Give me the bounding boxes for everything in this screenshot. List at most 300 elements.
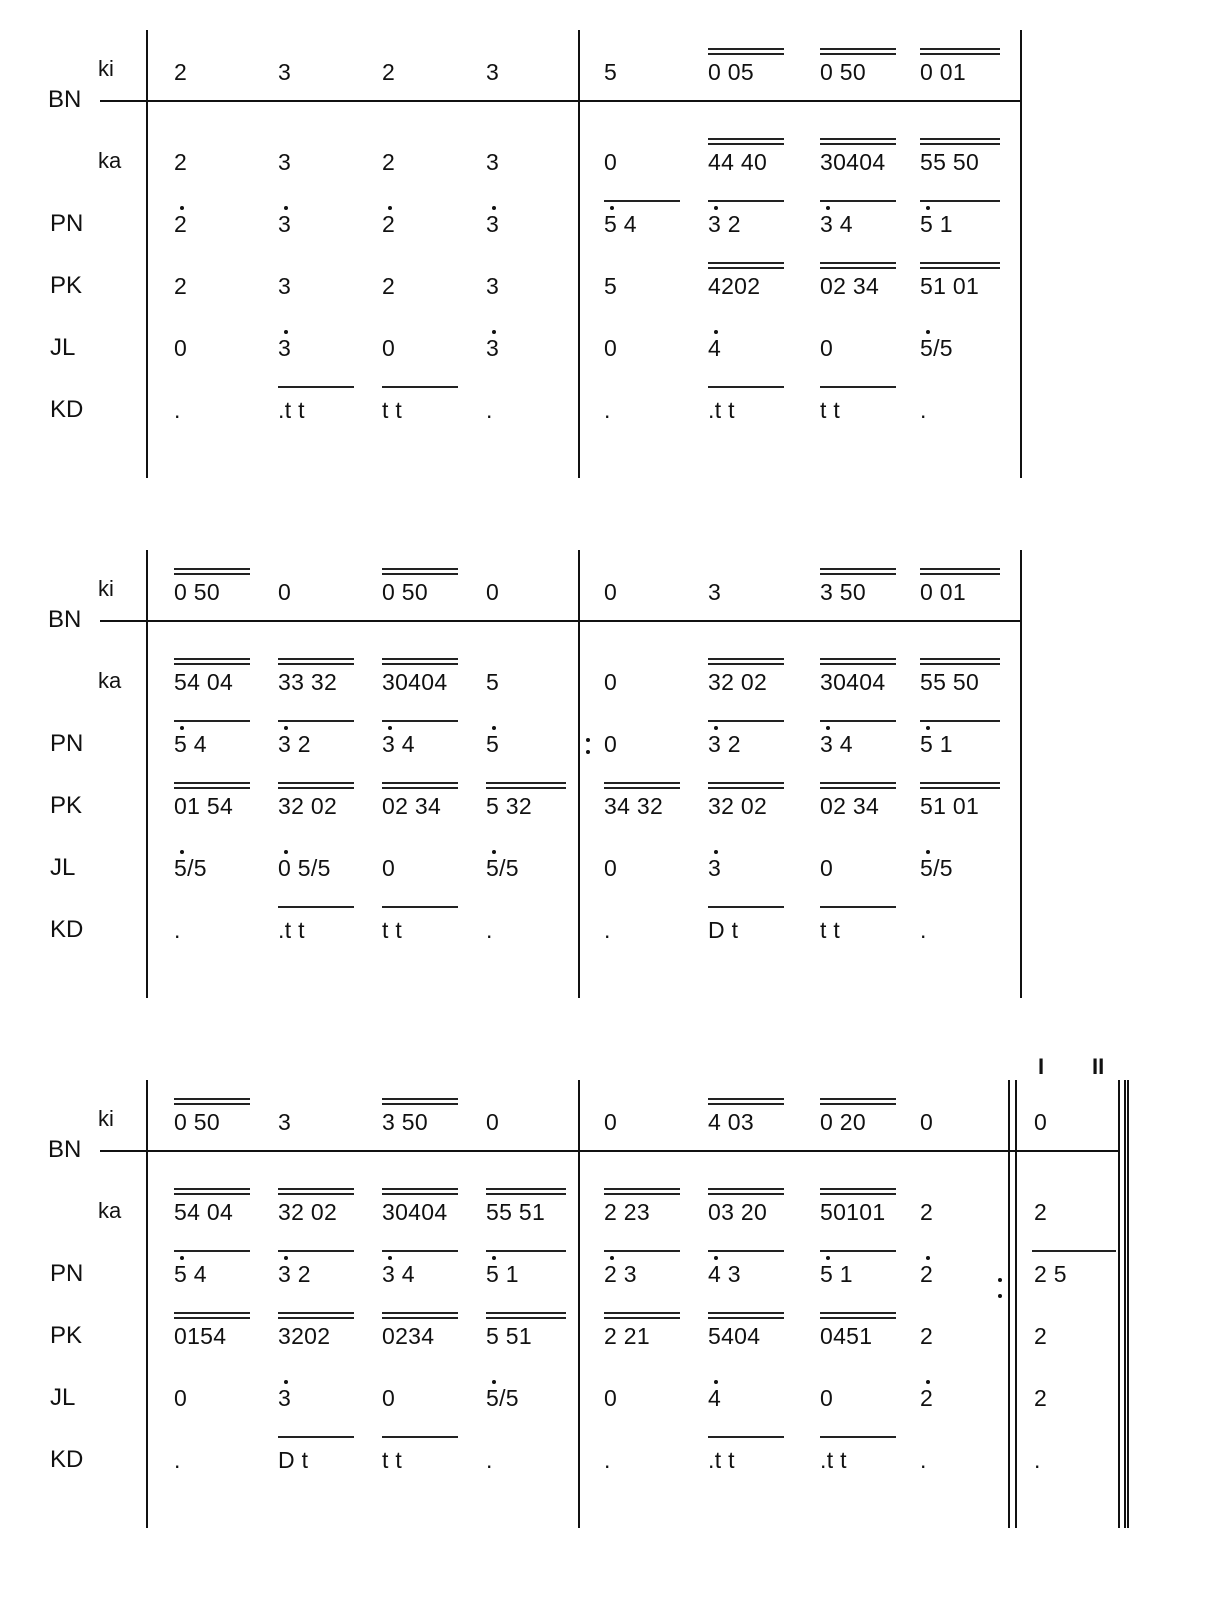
note-cell: . (174, 917, 181, 943)
beat-beam (820, 267, 896, 269)
note-cell: 3 4 (382, 1261, 415, 1287)
beat-beam (708, 138, 784, 140)
note-cell: .t t (708, 397, 735, 423)
beat-beam (820, 663, 896, 665)
beat-beam (174, 663, 250, 665)
beat-beam (920, 573, 1000, 575)
barline-start (146, 1080, 148, 1528)
beat-beam (820, 906, 896, 908)
beat-beam (820, 1188, 896, 1190)
beat-beam (920, 782, 1000, 784)
beat-beam (382, 1103, 458, 1105)
octave-dot (284, 726, 288, 730)
note-cell: 0 (278, 579, 292, 605)
ending-cell: 2 (1034, 1199, 1048, 1225)
beat-beam (278, 1188, 354, 1190)
beat-beam (820, 782, 896, 784)
note-cell: 30404 (382, 669, 448, 695)
beat-beam (920, 663, 1000, 665)
barline-start (146, 30, 148, 478)
row-label-pn: PN (50, 730, 84, 757)
note-cell: 0 20 (820, 1109, 866, 1135)
beat-beam (278, 658, 354, 660)
row-label-pn: PN (50, 210, 84, 237)
note-cell: 5 1 (486, 1261, 519, 1287)
beat-beam (708, 1193, 784, 1195)
octave-dot (714, 330, 718, 334)
beat-beam (174, 568, 250, 570)
note-cell: 5 4 (174, 731, 207, 757)
bn-divider (100, 100, 1020, 102)
note-cell: . (920, 397, 927, 423)
note-cell: 30404 (820, 669, 886, 695)
octave-dot (714, 1256, 718, 1260)
beat-beam (708, 720, 784, 722)
octave-dot (492, 206, 496, 210)
note-cell: .t t (278, 917, 305, 943)
beat-beam (820, 1317, 896, 1319)
row-label-pk: PK (50, 272, 83, 299)
octave-dot (492, 1256, 496, 1260)
note-cell: 01 54 (174, 793, 234, 819)
note-cell: 0 (604, 335, 618, 361)
beat-beam (174, 658, 250, 660)
note-cell: 5 1 (920, 731, 953, 757)
beat-beam (278, 1317, 354, 1319)
note-cell: 3 (486, 59, 500, 85)
note-cell: 2 (382, 149, 396, 175)
note-cell: .t t (708, 1447, 735, 1473)
beat-beam (486, 782, 566, 784)
note-cell: . (174, 1447, 181, 1473)
octave-dot (388, 1256, 392, 1260)
note-cell: 5 32 (486, 793, 532, 819)
note-cell: 2 23 (604, 1199, 650, 1225)
note-cell: . (920, 1447, 927, 1473)
bn-divider (100, 1150, 1120, 1152)
beat-beam (382, 663, 458, 665)
beat-beam (1032, 1250, 1116, 1252)
beat-beam (174, 1312, 250, 1314)
octave-dot (826, 726, 830, 730)
note-cell: 51 01 (920, 273, 980, 299)
beat-beam (278, 1250, 354, 1252)
beat-beam (920, 200, 1000, 202)
beat-beam (382, 1436, 458, 1438)
note-cell: 2 (920, 1323, 934, 1349)
row-label-bn: BN (48, 1136, 82, 1163)
octave-dot (610, 206, 614, 210)
beat-beam (708, 48, 784, 50)
octave-dot (926, 1256, 930, 1260)
barline-mid (578, 30, 580, 478)
beat-beam (920, 267, 1000, 269)
beat-beam (278, 787, 354, 789)
octave-dot (926, 206, 930, 210)
octave-dot (180, 726, 184, 730)
note-cell: 5/5 (174, 855, 207, 881)
note-cell: 32 02 (278, 793, 338, 819)
note-cell: t t (820, 917, 841, 943)
note-cell: 3 2 (278, 731, 311, 757)
beat-beam (820, 1312, 896, 1314)
beat-beam (820, 143, 896, 145)
beat-beam (604, 1250, 680, 1252)
note-cell: 5 (486, 669, 500, 695)
beat-beam (382, 386, 458, 388)
note-cell: 3 (278, 1385, 292, 1411)
note-cell: 55 50 (920, 149, 980, 175)
beat-beam (708, 200, 784, 202)
beat-beam (708, 1317, 784, 1319)
octave-dot (284, 1380, 288, 1384)
beat-beam (174, 1317, 250, 1319)
note-cell: 0 (604, 1385, 618, 1411)
note-cell: 0 (486, 579, 500, 605)
beat-beam (820, 262, 896, 264)
note-cell: 3 50 (382, 1109, 428, 1135)
note-cell: 3 (486, 335, 500, 361)
beat-beam (174, 573, 250, 575)
barline-start (146, 550, 148, 998)
beat-beam (604, 200, 680, 202)
note-cell: 3 50 (820, 579, 866, 605)
note-cell: 5/5 (920, 855, 953, 881)
beat-beam (382, 1250, 458, 1252)
bn-divider (100, 620, 1020, 622)
beat-beam (920, 720, 1000, 722)
beat-beam (708, 1188, 784, 1190)
beat-beam (174, 720, 250, 722)
ending-cell: 2 (1034, 1323, 1048, 1349)
note-cell: 0 5/5 (278, 855, 331, 881)
note-cell: 0 (604, 731, 618, 757)
octave-dot (180, 1256, 184, 1260)
beat-beam (278, 663, 354, 665)
row-label-ka: ka (98, 668, 122, 693)
note-cell: t t (382, 1447, 403, 1473)
volta-one: I (1038, 1054, 1045, 1079)
note-cell: . (604, 1447, 611, 1473)
beat-beam (382, 573, 458, 575)
beat-beam (708, 53, 784, 55)
octave-dot (926, 850, 930, 854)
note-cell: 2 (920, 1199, 934, 1225)
beat-beam (820, 1103, 896, 1105)
beat-beam (174, 782, 250, 784)
beat-beam (278, 906, 354, 908)
beat-beam (486, 1312, 566, 1314)
octave-dot (926, 726, 930, 730)
note-cell: 5/5 (486, 1385, 519, 1411)
beat-beam (382, 906, 458, 908)
beat-beam (382, 658, 458, 660)
note-cell: 54 04 (174, 669, 234, 695)
row-label-ka: ka (98, 1198, 122, 1223)
note-cell: 2 (174, 211, 188, 237)
beat-beam (604, 1312, 680, 1314)
beat-beam (604, 1188, 680, 1190)
beat-beam (820, 1193, 896, 1195)
note-cell: 3 (278, 1109, 292, 1135)
note-cell: 0 01 (920, 59, 966, 85)
beat-beam (174, 1098, 250, 1100)
note-cell: 0 50 (174, 579, 220, 605)
beat-beam (278, 782, 354, 784)
beat-beam (820, 720, 896, 722)
row-label-ka: ka (98, 148, 122, 173)
octave-dot (284, 850, 288, 854)
note-cell: 32 02 (708, 669, 768, 695)
note-cell: 2 (382, 273, 396, 299)
note-cell: t t (382, 917, 403, 943)
octave-dot (926, 1380, 930, 1384)
beat-beam (920, 138, 1000, 140)
note-cell: 0 (382, 855, 396, 881)
note-cell: 0 (604, 579, 618, 605)
beat-beam (278, 1436, 354, 1438)
ending-cell: 0 (1034, 1109, 1048, 1135)
note-cell: t t (820, 397, 841, 423)
row-label-ki: ki (98, 1106, 114, 1131)
note-cell: . (604, 917, 611, 943)
beat-beam (708, 267, 784, 269)
note-cell: 3 (708, 855, 722, 881)
barline-end (1020, 30, 1022, 478)
note-cell: 0 (820, 855, 834, 881)
note-cell: 55 51 (486, 1199, 546, 1225)
octave-dot (180, 850, 184, 854)
beat-beam (486, 1188, 566, 1190)
note-cell: 5 1 (820, 1261, 853, 1287)
beat-beam (486, 787, 566, 789)
beat-beam (920, 262, 1000, 264)
beat-beam (708, 782, 784, 784)
note-cell: 3 4 (820, 731, 853, 757)
note-cell: 0 01 (920, 579, 966, 605)
row-label-pk: PK (50, 792, 83, 819)
beat-beam (382, 1317, 458, 1319)
note-cell: 5 (604, 59, 618, 85)
repeat-dot (998, 1294, 1002, 1298)
octave-dot (714, 726, 718, 730)
note-cell: 02 34 (382, 793, 442, 819)
note-cell: 0 (820, 335, 834, 361)
note-cell: 3 4 (382, 731, 415, 757)
note-cell: 3202 (278, 1323, 331, 1349)
note-cell: 32 02 (278, 1199, 338, 1225)
note-cell: 50101 (820, 1199, 886, 1225)
row-label-ki: ki (98, 576, 114, 601)
beat-beam (820, 1250, 896, 1252)
note-cell: 3 (708, 579, 722, 605)
octave-dot (388, 206, 392, 210)
beat-beam (708, 906, 784, 908)
beat-beam (820, 200, 896, 202)
note-cell: 0 (382, 1385, 396, 1411)
beat-beam (382, 782, 458, 784)
note-cell: 0 50 (820, 59, 866, 85)
row-label-kd: KD (50, 396, 84, 423)
barline-end-double (1015, 1080, 1017, 1528)
beat-beam (278, 1193, 354, 1195)
beat-beam (604, 1193, 680, 1195)
note-cell: 5 4 (174, 1261, 207, 1287)
beat-beam (820, 138, 896, 140)
note-cell: 34 32 (604, 793, 664, 819)
row-label-kd: KD (50, 916, 84, 943)
beat-beam (382, 1188, 458, 1190)
beat-beam (920, 787, 1000, 789)
note-cell: D t (278, 1447, 309, 1473)
note-cell: 3 (278, 273, 292, 299)
octave-dot (284, 330, 288, 334)
beat-beam (708, 143, 784, 145)
repeat-dot (586, 738, 590, 742)
note-cell: 0 50 (174, 1109, 220, 1135)
beat-beam (820, 568, 896, 570)
note-cell: 0 (820, 1385, 834, 1411)
octave-dot (714, 1380, 718, 1384)
beat-beam (382, 568, 458, 570)
note-cell: 54 04 (174, 1199, 234, 1225)
note-cell: 3 2 (278, 1261, 311, 1287)
beat-beam (920, 143, 1000, 145)
barline-mid (578, 1080, 580, 1528)
note-cell: 5 51 (486, 1323, 532, 1349)
beat-beam (920, 48, 1000, 50)
note-cell: 5 1 (920, 211, 953, 237)
note-cell: t t (382, 397, 403, 423)
note-cell: . (604, 397, 611, 423)
note-cell: 0 50 (382, 579, 428, 605)
note-cell: 5404 (708, 1323, 761, 1349)
octave-dot (826, 1256, 830, 1260)
row-label-ki: ki (98, 56, 114, 81)
note-cell: 3 (486, 149, 500, 175)
note-cell: 0451 (820, 1323, 873, 1349)
row-label-jl: JL (50, 334, 76, 361)
note-cell: 0 (920, 1109, 934, 1135)
beat-beam (278, 1312, 354, 1314)
beat-beam (820, 658, 896, 660)
beat-beam (486, 1250, 566, 1252)
repeat-dot (586, 750, 590, 754)
row-label-bn: BN (48, 606, 82, 633)
volta-two: II (1092, 1054, 1105, 1079)
octave-dot (610, 1256, 614, 1260)
note-cell: 2 (382, 59, 396, 85)
beat-beam (820, 48, 896, 50)
barline-end (1008, 1080, 1010, 1528)
note-cell: 2 3 (604, 1261, 637, 1287)
row-label-kd: KD (50, 1446, 84, 1473)
note-cell: 3 2 (708, 731, 741, 757)
note-cell: 4202 (708, 273, 761, 299)
note-cell: 3 4 (820, 211, 853, 237)
note-cell: 32 02 (708, 793, 768, 819)
beat-beam (278, 720, 354, 722)
octave-dot (714, 206, 718, 210)
note-cell: 3 (278, 211, 292, 237)
note-cell: 5/5 (486, 855, 519, 881)
beat-beam (708, 1098, 784, 1100)
final-barline-thick (1124, 1080, 1126, 1528)
note-cell: 4 03 (708, 1109, 754, 1135)
note-cell: .t t (820, 1447, 847, 1473)
octave-dot (926, 330, 930, 334)
beat-beam (604, 782, 680, 784)
note-cell: 02 34 (820, 793, 880, 819)
note-cell: 55 50 (920, 669, 980, 695)
beat-beam (920, 53, 1000, 55)
beat-beam (708, 1250, 784, 1252)
ending-cell: 2 (1034, 1385, 1048, 1411)
octave-dot (388, 726, 392, 730)
beat-beam (382, 1193, 458, 1195)
note-cell: 0 (382, 335, 396, 361)
row-label-pn: PN (50, 1260, 84, 1287)
note-cell: 0 (604, 855, 618, 881)
note-cell: 5/5 (920, 335, 953, 361)
note-cell: 0 (486, 1109, 500, 1135)
note-cell: 3 (278, 149, 292, 175)
note-cell: 5 (604, 273, 618, 299)
octave-dot (180, 206, 184, 210)
note-cell: 33 32 (278, 669, 338, 695)
repeat-dot (998, 1278, 1002, 1282)
beat-beam (920, 568, 1000, 570)
beat-beam (174, 1188, 250, 1190)
beat-beam (820, 1098, 896, 1100)
octave-dot (492, 726, 496, 730)
note-cell: . (174, 397, 181, 423)
beat-beam (820, 573, 896, 575)
octave-dot (714, 850, 718, 854)
note-cell: 2 (174, 273, 188, 299)
beat-beam (382, 720, 458, 722)
note-cell: 0 (604, 1109, 618, 1135)
octave-dot (492, 850, 496, 854)
beat-beam (708, 658, 784, 660)
note-cell: 0 (174, 1385, 188, 1411)
beat-beam (278, 386, 354, 388)
beat-beam (708, 787, 784, 789)
note-cell: 2 (920, 1261, 934, 1287)
beat-beam (708, 1312, 784, 1314)
final-barline (1118, 1080, 1120, 1528)
note-cell: 0154 (174, 1323, 227, 1349)
note-cell: 3 2 (708, 211, 741, 237)
beat-beam (486, 1317, 566, 1319)
row-label-pk: PK (50, 1322, 83, 1349)
beat-beam (708, 663, 784, 665)
beat-beam (820, 53, 896, 55)
note-cell: 3 (278, 59, 292, 85)
note-cell: 2 (174, 59, 188, 85)
note-cell: . (486, 1447, 493, 1473)
note-cell: 5 4 (604, 211, 637, 237)
note-cell: . (486, 917, 493, 943)
note-cell: 2 (174, 149, 188, 175)
row-label-bn: BN (48, 86, 82, 113)
octave-dot (492, 1380, 496, 1384)
note-cell: 44 40 (708, 149, 768, 175)
note-cell: 3 (486, 273, 500, 299)
note-cell: 03 20 (708, 1199, 768, 1225)
note-cell: 2 (382, 211, 396, 237)
octave-dot (826, 206, 830, 210)
